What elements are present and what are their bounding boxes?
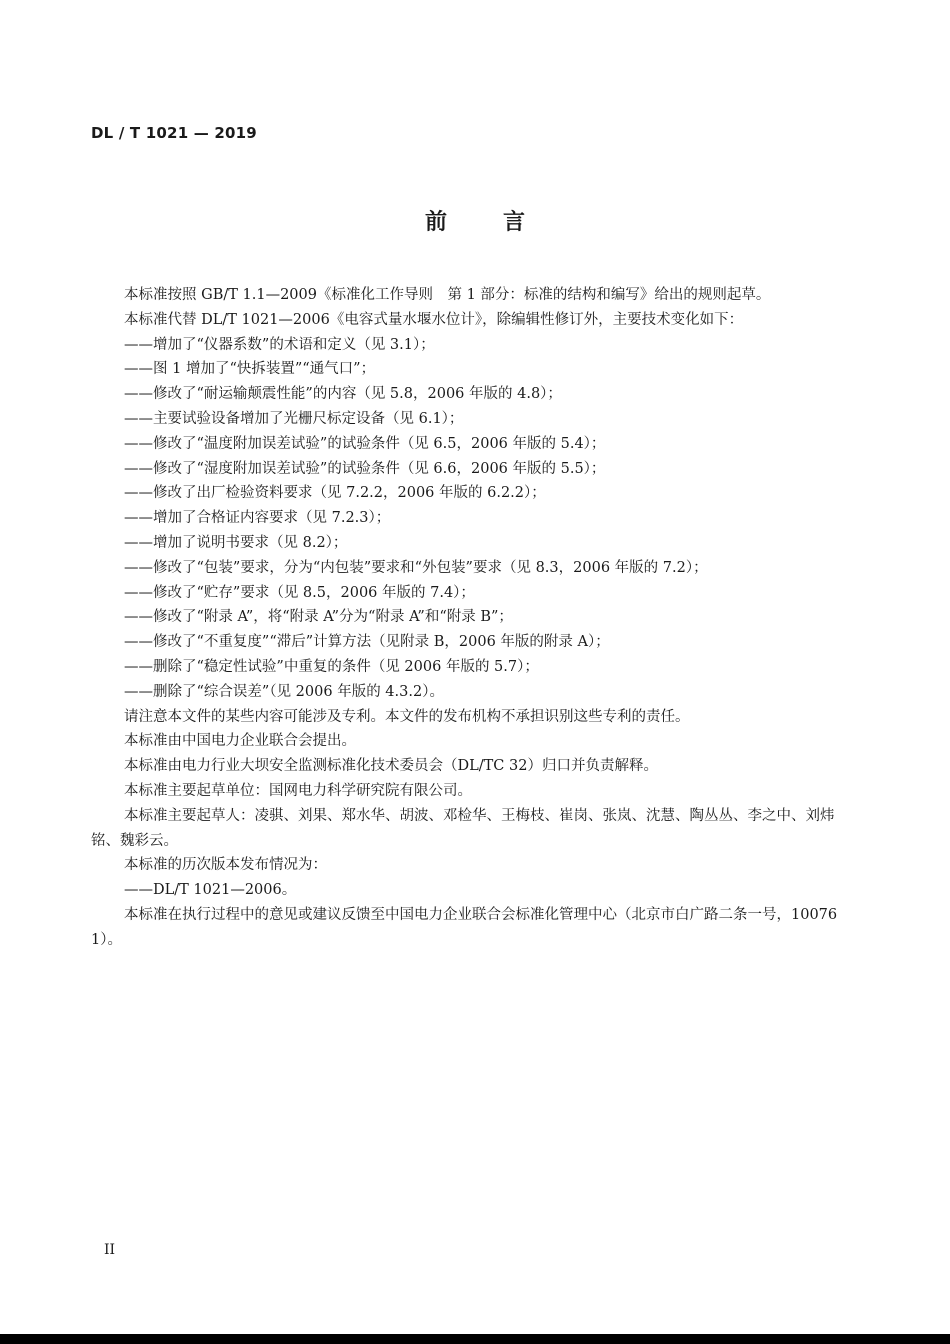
- change-item: ——DL/T 1021—2006。: [124, 882, 297, 899]
- change-item: ——主要试验设备增加了光栅尺标定设备（见 6.1）；: [124, 410, 464, 427]
- change-item: ——增加了“仪器系数”的术语和定义（见 3.1）；: [124, 336, 435, 353]
- change-item: ——修改了“耐运输颠震性能”的内容（见 5.8，2006 年版的 4.8）；: [124, 386, 562, 403]
- change-item: ——修改了出厂检验资料要求（见 7.2.2，2006 年版的 6.2.2）；: [124, 485, 546, 502]
- change-item: ——删除了“稳定性试验”中重复的条件（见 2006 年版的 5.7）；: [124, 658, 539, 675]
- change-item: ——修改了“不重复度”“滞后”计算方法（见附录 B，2006 年版的附录 A）；: [124, 634, 610, 651]
- change-item: ——修改了“湿度附加误差试验”的试验条件（见 6.6，2006 年版的 5.5）；: [124, 460, 606, 477]
- bottom-border: [0, 1334, 950, 1344]
- paragraph: 本标准的历次版本发布情况为：: [124, 857, 327, 874]
- change-item: ——增加了说明书要求（见 8.2）；: [124, 534, 348, 551]
- paragraph: 本标准代替 DL/T 1021—2006《电容式量水堰水位计》，除编辑性修订外，主要技术变化如下：: [124, 311, 744, 328]
- change-item: ——修改了“包装”要求，分为“内包装”要求和“外包装”要求（见 8.3，2006 年版的 7.2）；: [124, 559, 708, 576]
- paragraph: 本标准在执行过程中的意见或建议反馈至中国电力企业联合会标准化管理中心（北京市白广路二条一号，100761）。: [91, 906, 838, 948]
- paragraph: 本标准由中国电力企业联合会提出。: [124, 733, 356, 750]
- page-title: 前言: [424, 210, 581, 235]
- page-number: II: [104, 1242, 116, 1258]
- change-item: ——图 1 增加了“快拆装置”“通气口”；: [124, 361, 376, 378]
- change-item: ——修改了“贮存”要求（见 8.5，2006 年版的 7.4）；: [124, 584, 475, 601]
- paragraph: 本标准按照 GB/T 1.1—2009《标准化工作导则 第 1 部分：标准的结构和编写》给出的规则起草。: [124, 287, 771, 303]
- paragraph: 本标准主要起草单位：国网电力科学研究院有限公司。: [124, 782, 472, 799]
- paragraph: 请注意本文件的某些内容可能涉及专利。本文件的发布机构不承担识别这些专利的责任。: [124, 708, 690, 725]
- change-item: ——修改了“附录 A”，将“附录 A”分为“附录 A”和“附录 B”；: [124, 609, 513, 626]
- paragraph: 本标准主要起草人：凌骐、刘果、郑水华、胡波、邓检华、王梅枝、崔岗、张岚、沈慧、陶丛丛、李之中、刘炜铭、魏彩云。: [91, 807, 835, 849]
- paragraph: 本标准由电力行业大坝安全监测标准化技术委员会（DL/TC 32）归口并负责解释。: [124, 758, 658, 775]
- change-item: ——增加了合格证内容要求（见 7.2.3）；: [124, 510, 391, 527]
- change-item: ——修改了“温度附加误差试验”的试验条件（见 6.5，2006 年版的 5.4）；: [124, 435, 606, 452]
- foreword-body: [91, 283, 841, 953]
- change-item: ——删除了“综合误差”（见 2006 年版的 4.3.2）。: [124, 683, 444, 700]
- document-id-header: DL / T 1021 — 2019: [91, 124, 257, 142]
